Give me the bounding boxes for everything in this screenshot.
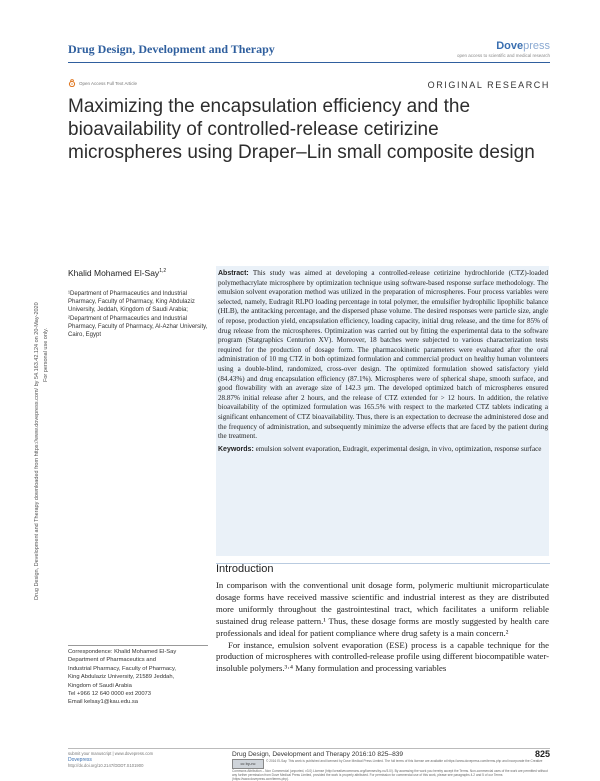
journal-title: Drug Design, Development and Therapy bbox=[68, 42, 275, 56]
keywords bbox=[218, 445, 548, 455]
publisher-logo[interactable] bbox=[457, 40, 550, 58]
correspondence-phone: Tel +966 12 640 0000 ext 20073 bbox=[68, 691, 151, 698]
intro-paragraph-2: For instance, emulsion solvent evaporation (ESE) process is a capable technique for the production of microspheres with controlled-release profile using different biocompatible water-insoluble polymers.³·⁴ Many formulation and processing variables bbox=[216, 639, 549, 674]
affiliation-2: ²Department of Pharmaceutics and Industrial Pharmacy, Faculty of Pharmacy, Al-Azhar University, Cairo, Egypt bbox=[68, 315, 208, 339]
footer-links bbox=[68, 751, 153, 769]
abstract-text: This study was aimed at developing a controlled-release cetirizine hydrochloride (CTZ)-loaded polymethacrylate microsphere by optimization technique using software-based response surface methodology. The emulsion solvent evaporation method was utilized in the preparation of microspheres. Four process variables were selected, namely, Eudragit RLPO loading percentage in total polymer, the emulsifier hydrophilic lipophilic balance (HLB), the antitacking percentage, and the dispersed phase volume. The desired responses were particle size, angle of repose, production yield, encapsulation efficiency, loading capacity, initial drug release, and the time for 85% of drug release from the microspheres. Optimization was carried out by fitting the experimental data to the software program (Statgraphics Centurion XV). Moreover, 18 batches were subjected to various characterization tests required for the production of dosage form. The pharmacokinetic parameters were evaluated after the oral administration of 10 mg CTZ in both optimized formulation and commercial product on healthy human volunteers using a double-blind, randomized, cross-over design. The optimized formulation showed satisfactory yield (84.43%) and drug encapsulation efficiency (87.1%). Microspheres were of spherical shape, smooth surface, and good flowability with an average size of 142.3 μm. The developed optimized batch of microspheres ensured 28.87% initial release after 2 hours, and the release of CTZ extended for > 12 hours. In addition, the relative bioavailability of the optimized formulation was 165.5% with respect to the marketed CTZ tablets indicating a significant enhancement of CTZ bioavailability. Thus, there is an expectation to decrease the administered dose and the frequency of administration, and subsequently minimize the adverse effects that are faced by the patient during the treatment. bbox=[218, 269, 548, 441]
correspondence-divider bbox=[68, 645, 208, 646]
doi-link[interactable]: http://dx.doi.org/10.2147/DDDT.S101900 bbox=[68, 763, 144, 768]
abstract-label: Abstract: bbox=[218, 270, 249, 277]
download-note: Drug Design, Development and Therapy downloaded from https://www.dovepress.com/ by 54.163.42.124 on 20-May-2020 bbox=[34, 302, 40, 600]
header-divider bbox=[68, 62, 550, 63]
open-access-badge bbox=[68, 79, 137, 87]
footer-dovepress[interactable]: Dovepress bbox=[68, 757, 92, 763]
publisher-name-light: press bbox=[523, 40, 550, 52]
abstract-box bbox=[216, 266, 549, 556]
correspondence-line: Industrial Pharmacy, Faculty of Pharmacy, bbox=[68, 665, 177, 672]
keywords-text: emulsion solvent evaporation, Eudragit, experimental design, in vivo, optimization, response surface bbox=[253, 444, 542, 453]
keywords-label: Keywords: bbox=[218, 445, 254, 453]
affiliations bbox=[68, 290, 208, 339]
correspondence-line: Correspondence: Khalid Mohamed El-Say bbox=[68, 649, 177, 655]
author-name[interactable] bbox=[68, 268, 166, 278]
publisher-tagline: open access to scientific and medical research bbox=[456, 53, 550, 58]
intro-heading: Introduction bbox=[216, 563, 274, 575]
submit-manuscript-link[interactable]: submit your manuscript | www.dovepress.com bbox=[68, 751, 154, 756]
author-name-text: Khalid Mohamed El-Say bbox=[68, 268, 160, 278]
open-access-icon bbox=[68, 79, 76, 87]
footer-divider bbox=[68, 748, 550, 749]
personal-use-note: For personal use only. bbox=[43, 327, 49, 382]
abstract-body bbox=[218, 269, 548, 454]
correspondence-email[interactable]: Email kelsay1@kau.edu.sa bbox=[68, 699, 139, 706]
footer-journal-ref: Drug Design, Development and Therapy 2016:10 825–839 bbox=[232, 751, 404, 758]
correspondence-line: Kingdom of Saudi Arabia bbox=[68, 682, 132, 689]
affiliation-1: ¹Department of Pharmaceutics and Industrial Pharmacy, Faculty of Pharmacy, King Abdulaziz University, Jeddah, Kingdom of Saudi Arabia; bbox=[68, 291, 195, 314]
correspondence-line: Department of Pharmaceutics and bbox=[68, 657, 156, 664]
license-text bbox=[232, 759, 552, 781]
author-affil-sup: 1,2 bbox=[159, 268, 167, 275]
intro-paragraph-1: In comparison with the conventional unit dosage form, polymeric multiunit microparticulate dosage forms have received massive scientific and industrial interest as they are distributed more uniformly throughout the gastrointestinal tract, which facilitates a uniform reliable sustained drug release pattern.¹ Thus, these dosage forms are mostly suggested by health care professionals and ideal for patient compliance where drug safety is a main concern.² bbox=[216, 580, 549, 638]
article-type: ORIGINAL RESEARCH bbox=[427, 80, 550, 90]
license-body: © 2016 El-Say. This work is published and licensed by Dove Medical Press Limited. The full terms of this license are available at https://www.dovepress.com/terms.php and incorporate the Creative Commons Attribution – Non Commercial (unported, v3.0) License (http://creativecommons.org/licenses/by-nc/3.0/). By accessing the work you hereby accept the Terms. Non-commercial uses of the work are permitted without any further permission from Dove Medical Press Limited, provided the work is properly attributed. For permission for commercial use of this work, please see paragraphs 4.2 and 5 of our Terms (https://www.dovepress.com/terms.php). bbox=[232, 759, 548, 781]
publisher-name-bold: Dove bbox=[496, 40, 524, 52]
open-access-label: Open Access Full Text Article bbox=[79, 80, 137, 86]
cc-license-icon[interactable]: cc by-nc bbox=[232, 759, 264, 769]
intro-body bbox=[216, 580, 549, 675]
article-title: Maximizing the encapsulation efficiency and the bioavailability of controlled-release cetirizine microspheres using Draper–Lin small composite design bbox=[68, 96, 535, 163]
page-number: 825 bbox=[534, 749, 550, 759]
download-watermark bbox=[4, 130, 56, 600]
correspondence bbox=[68, 648, 210, 707]
correspondence-line: King Abdulaziz University, 21589 Jeddah, bbox=[68, 674, 175, 681]
